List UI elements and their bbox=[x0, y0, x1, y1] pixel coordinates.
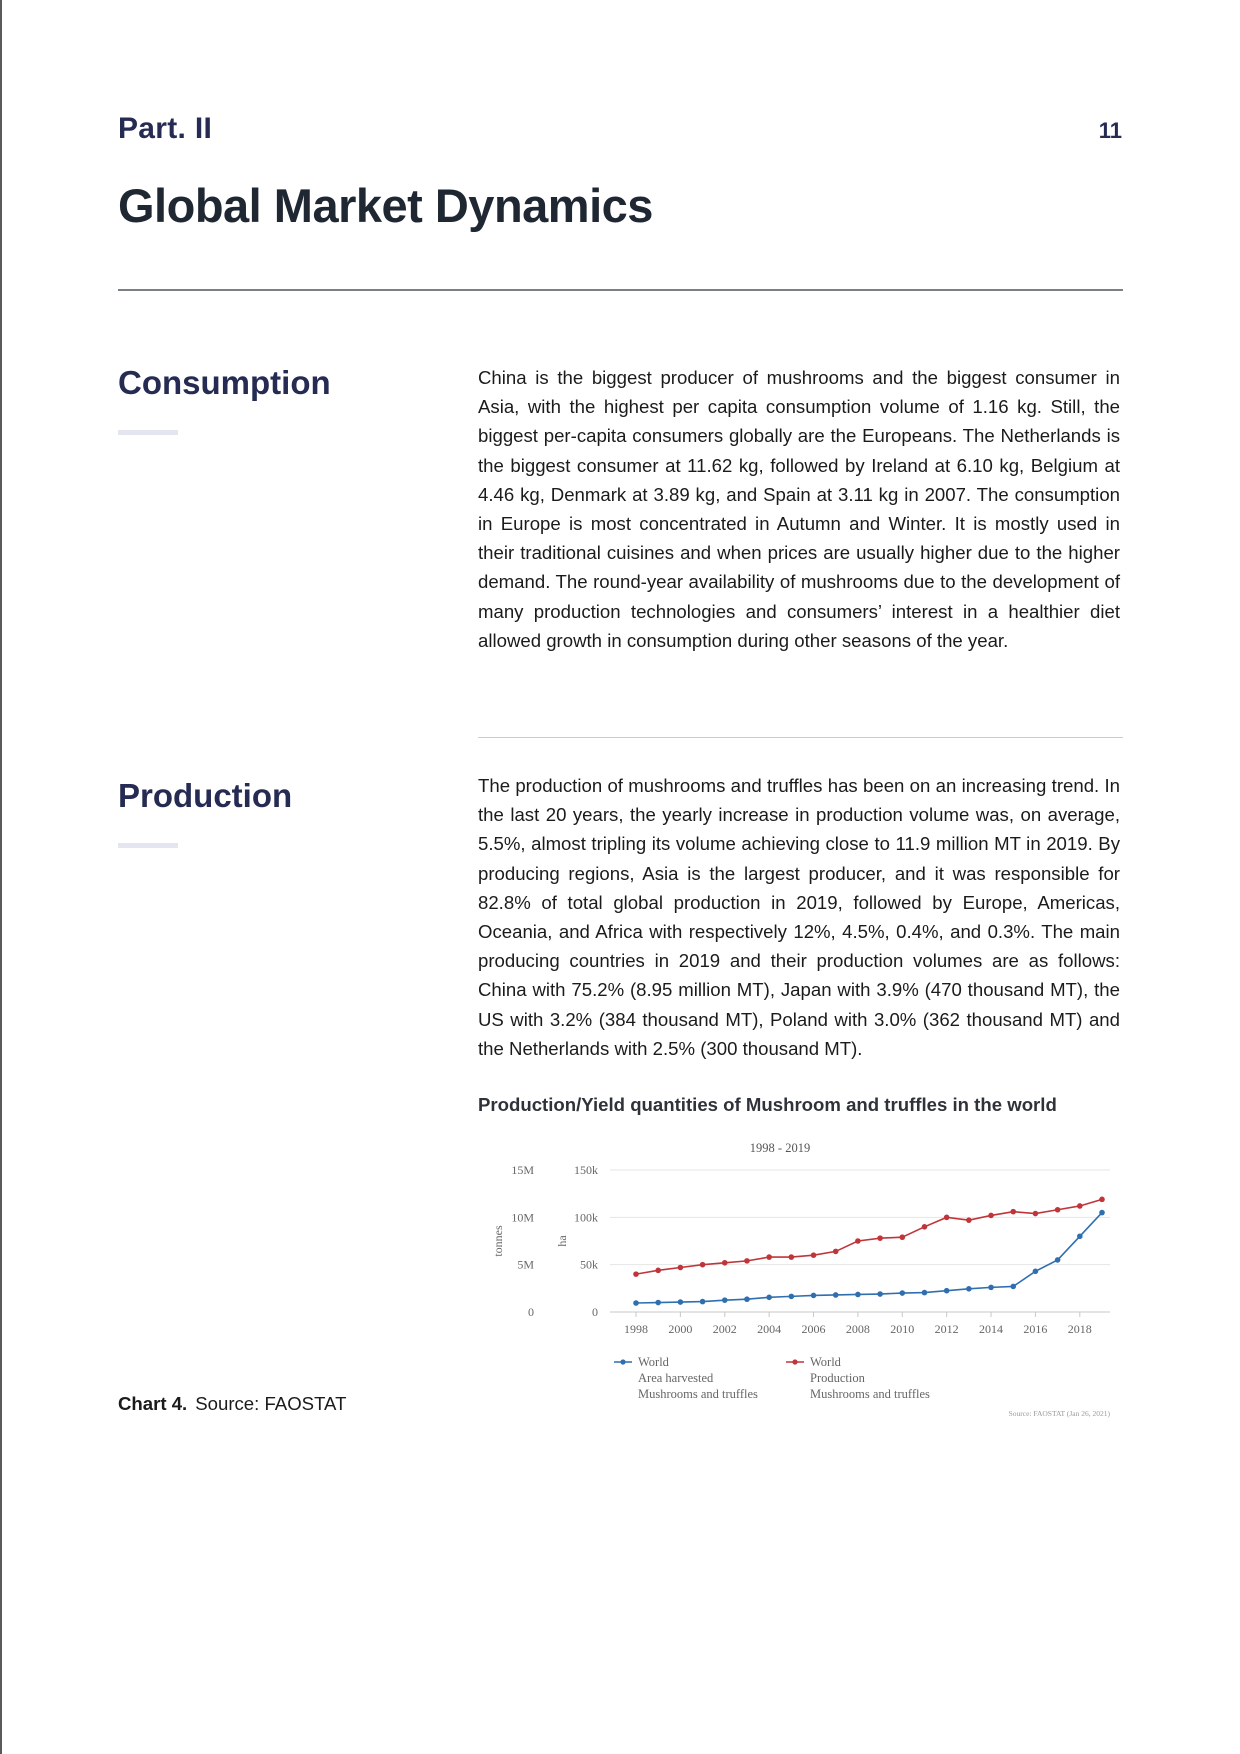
series-point-1 bbox=[766, 1254, 772, 1260]
series-point-0 bbox=[1077, 1233, 1083, 1239]
series-point-1 bbox=[1010, 1209, 1016, 1215]
x-tick-label: 2010 bbox=[890, 1322, 915, 1336]
series-point-0 bbox=[855, 1292, 861, 1298]
x-tick-label: 2002 bbox=[712, 1322, 737, 1336]
series-point-1 bbox=[811, 1252, 817, 1258]
caption-label: Chart 4. bbox=[118, 1393, 188, 1414]
x-tick-label: 2014 bbox=[979, 1322, 1004, 1336]
chart-caption bbox=[118, 1393, 346, 1415]
series-point-0 bbox=[633, 1300, 639, 1306]
series-point-0 bbox=[899, 1290, 905, 1296]
chart-subtitle: 1998 - 2019 bbox=[749, 1141, 811, 1155]
series-point-0 bbox=[722, 1297, 728, 1303]
series-point-1 bbox=[722, 1260, 728, 1266]
series-point-0 bbox=[811, 1293, 817, 1299]
production-paragraph: The production of mushrooms and truffles has been on an increasing trend. In the last 20 years, the yearly increase in production volume was, on average, 5.5%, almost tripling its volume achieving close to 11.9 million MT in 2019. By producing regions, Asia is the largest producer, and it was responsible for 82.8% of total global production in 2019, followed by Europe, Americas, Oceania, and Africa with respectively 12%, 4.5%, 0.4%, and 0.3%. The main producing countries in 2019 and their production volumes are as follows: China with 75.2% (8.95 million MT), Japan with 3.9% (470 thousand MT), the US with 3.2% (384 thousand MT), Poland with 3.0% (362 thousand MT) and the Netherlands with 2.5% (300 thousand MT). bbox=[478, 775, 1120, 1059]
y-right-tick-label: 50k bbox=[580, 1257, 598, 1272]
x-tick-label: 1998 bbox=[624, 1322, 648, 1336]
title-divider bbox=[118, 289, 1123, 291]
chart-title: Production/Yield quantities of Mushroom and truffles in the world bbox=[478, 1094, 1057, 1115]
section-divider bbox=[478, 737, 1123, 738]
series-point-1 bbox=[899, 1234, 905, 1240]
series-point-1 bbox=[789, 1254, 795, 1260]
series-point-0 bbox=[922, 1290, 928, 1296]
series-point-0 bbox=[1033, 1268, 1039, 1274]
y-right-tick-label: 150k bbox=[574, 1163, 598, 1177]
legend-label: Mushrooms and truffles bbox=[638, 1387, 758, 1401]
x-tick-label: 2006 bbox=[801, 1322, 826, 1336]
x-tick-label: 2012 bbox=[934, 1322, 959, 1336]
series-point-0 bbox=[1010, 1284, 1016, 1290]
legend-label: Production bbox=[810, 1371, 865, 1385]
legend-label: Area harvested bbox=[638, 1371, 714, 1385]
legend-label: World bbox=[638, 1355, 669, 1369]
x-tick-label: 2018 bbox=[1067, 1322, 1092, 1336]
series-point-1 bbox=[1033, 1211, 1039, 1217]
series-point-0 bbox=[833, 1292, 839, 1298]
y-left-tick-label: 10M bbox=[511, 1210, 534, 1225]
legend-swatch-dot bbox=[792, 1359, 797, 1364]
series-line-1 bbox=[636, 1199, 1102, 1274]
section-heading-consumption: Consumption bbox=[118, 364, 331, 401]
y-left-axis-title: tonnes bbox=[491, 1225, 505, 1257]
series-point-1 bbox=[833, 1249, 839, 1255]
legend-swatch-dot bbox=[620, 1359, 625, 1364]
series-point-1 bbox=[1099, 1197, 1105, 1203]
series-line-0 bbox=[636, 1213, 1102, 1303]
series-point-1 bbox=[1055, 1207, 1061, 1213]
y-right-tick-label: 100k bbox=[574, 1210, 598, 1225]
series-point-1 bbox=[966, 1217, 972, 1223]
series-point-1 bbox=[988, 1213, 994, 1219]
y-left-tick-label: 15M bbox=[511, 1163, 534, 1177]
series-point-0 bbox=[655, 1300, 661, 1306]
series-point-0 bbox=[700, 1299, 706, 1305]
series-point-1 bbox=[877, 1235, 883, 1241]
series-point-1 bbox=[744, 1258, 750, 1264]
legend-label: World bbox=[810, 1355, 841, 1369]
x-tick-label: 2000 bbox=[668, 1322, 693, 1336]
series-point-0 bbox=[678, 1299, 684, 1305]
series-point-0 bbox=[744, 1296, 750, 1302]
chart-source-note: Source: FAOSTAT (Jan 26, 2021) bbox=[1008, 1409, 1110, 1418]
series-point-1 bbox=[1077, 1203, 1083, 1209]
y-right-axis-title: ha bbox=[555, 1235, 569, 1247]
series-point-0 bbox=[877, 1291, 883, 1297]
series-point-0 bbox=[966, 1286, 972, 1292]
caption-source: Source: FAOSTAT bbox=[195, 1393, 347, 1414]
series-point-1 bbox=[633, 1271, 639, 1277]
series-point-1 bbox=[678, 1265, 684, 1271]
x-tick-label: 2016 bbox=[1023, 1322, 1048, 1336]
series-point-0 bbox=[944, 1288, 950, 1294]
series-point-1 bbox=[855, 1238, 861, 1244]
series-point-0 bbox=[766, 1295, 772, 1301]
page-edge bbox=[0, 0, 2, 1754]
series-point-0 bbox=[1055, 1257, 1061, 1263]
legend-label: Mushrooms and truffles bbox=[810, 1387, 930, 1401]
production-yield-chart bbox=[478, 1126, 1123, 1426]
series-point-1 bbox=[944, 1215, 950, 1221]
series-point-1 bbox=[700, 1262, 706, 1268]
y-right-tick-label: 0 bbox=[592, 1305, 598, 1319]
section-accent-bar bbox=[118, 843, 178, 848]
series-point-0 bbox=[789, 1294, 795, 1300]
section-accent-bar bbox=[118, 430, 178, 435]
page-number: 11 bbox=[1098, 118, 1122, 143]
x-tick-label: 2008 bbox=[845, 1322, 870, 1336]
series-point-1 bbox=[922, 1224, 928, 1230]
series-point-1 bbox=[655, 1268, 661, 1274]
series-point-0 bbox=[1099, 1210, 1105, 1216]
y-left-tick-label: 5M bbox=[517, 1257, 534, 1272]
series-point-0 bbox=[988, 1285, 994, 1291]
section-heading-production: Production bbox=[118, 777, 293, 814]
part-label: Part. II bbox=[118, 112, 213, 145]
x-tick-label: 2004 bbox=[757, 1322, 782, 1336]
page-title: Global Market Dynamics bbox=[118, 179, 653, 232]
y-left-tick-label: 0 bbox=[528, 1305, 534, 1319]
consumption-paragraph: China is the biggest producer of mushrooms and the biggest consumer in Asia, with the highest per capita consumption volume of 1.16 kg. Still, the biggest per-capita consumers globally are the Europeans. The Netherlands is the biggest consumer at 11.62 kg, followed by Ireland at 6.10 kg, Belgium at 4.46 kg, Denmark at 3.89 kg, and Spain at 3.11 kg in 2007. The consumption in Europe is most concentrated in Autumn and Winter. It is mostly used in their traditional cuisines and when prices are usually higher due to the higher demand. The round-year availability of mushrooms due to the development of many production technologies and consumers’ interest in a healthier diet allowed growth in consumption during other seasons of the year. bbox=[478, 367, 1120, 651]
